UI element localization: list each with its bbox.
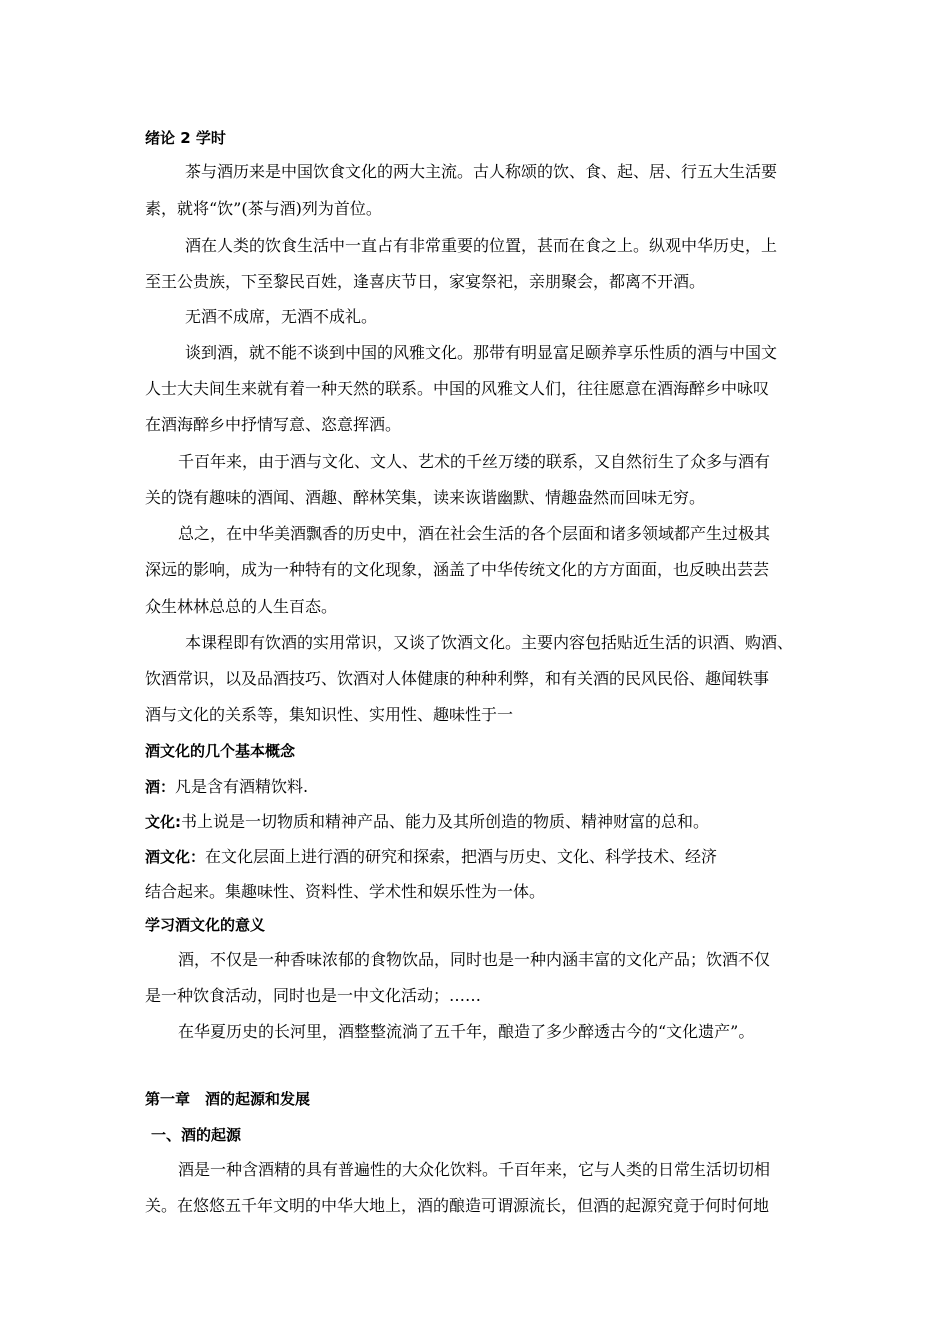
definition-wine-culture-line-2: 结合起来。集趣味性、资料性、学术性和娱乐性为一体。 [145,882,546,901]
intro-paragraph-4-line-3: 在酒海醉乡中抒情写意、恣意挥洒。 [145,415,402,434]
intro-paragraph-4: 谈到酒，就不能不谈到中国的风雅文化。那带有明显富足颐养享乐性质的酒与中国文 [185,343,778,362]
intro-paragraph-5-line-2: 关的饶有趣味的酒闻、酒趣、醉林笑集，读来诙谐幽默、情趣盎然而回味无穷。 [145,488,706,507]
definition-wine [145,777,308,797]
meaning-paragraph-1-line-2: 是一种饮食活动，同时也是一中文化活动；…… [145,986,482,1005]
meaning-heading: 学习酒文化的意义 [145,916,266,934]
definition-culture-text: 书上说是一切物质和精神产品、能力及其所创造的物质、精神财富的总和。 [181,812,710,831]
meaning-paragraph-2: 在华夏历史的长河里，酒整整流淌了五千年，酿造了多少醉透古今的“文化遗产”。 [178,1022,755,1041]
definition-wine-term: 酒： [145,778,176,796]
definition-culture [145,812,709,832]
intro-paragraph-6-line-3: 众生林林总总的人生百态。 [145,597,338,616]
intro-paragraph-5: 千百年来，由于酒与文化、文人、艺术的千丝万缕的联系，又自然衍生了众多与酒有 [178,452,771,471]
definition-wine-text: 凡是含有酒精饮料. [175,777,309,796]
intro-paragraph-7-line-3: 酒与文化的关系等，集知识性、实用性、趣味性于一 [145,705,514,724]
definition-culture-term: 文化: [145,813,181,831]
definition-wine-culture-term: 酒文化： [145,848,206,866]
intro-paragraph-4-line-2: 人士大夫间生来就有着一种天然的联系。中国的风雅文人们，往往愿意在酒海醉乡中咏叹 [145,379,770,398]
definition-wine-culture-text: 在文化层面上进行酒的研究和探索，把酒与历史、文化、科学技术、经济 [205,847,718,866]
chapter-1-heading: 第一章 酒的起源和发展 [145,1090,311,1108]
intro-paragraph-1: 茶与酒历来是中国饮食文化的两大主流。古人称颂的饮、食、起、居、行五大生活要 [185,162,778,181]
intro-paragraph-7-line-2: 饮酒常识，以及品酒技巧、饮酒对人体健康的种种利弊，和有关酒的民风民俗、趣闻轶事 [145,669,770,688]
intro-paragraph-3: 无酒不成席，无酒不成礼。 [185,307,378,326]
section-1-heading: 一、酒的起源 [151,1126,242,1144]
intro-paragraph-2: 酒在人类的饮食生活中一直占有非常重要的位置，甚而在食之上。纵观中华历史，上 [185,236,778,255]
intro-heading: 绪论 2 学时 [145,129,226,147]
concepts-heading: 酒文化的几个基本概念 [145,742,296,760]
intro-paragraph-2-line-2: 至王公贵族，下至黎民百姓，逢喜庆节日，家宴祭祀，亲朋聚会，都离不开酒。 [145,272,706,291]
meaning-paragraph-1: 酒，不仅是一种香味浓郁的食物饮品，同时也是一种内涵丰富的文化产品；饮酒不仅 [178,950,771,969]
intro-paragraph-6: 总之，在中华美酒飘香的历史中，酒在社会生活的各个层面和诸多领域都产生过极其 [178,524,771,543]
intro-paragraph-7: 本课程即有饮酒的实用常识，又谈了饮酒文化。主要内容包括贴近生活的识酒、购酒、 [185,633,794,652]
definition-wine-culture [145,847,717,867]
intro-paragraph-6-line-2: 深远的影响，成为一种特有的文化现象，涵盖了中华传统文化的方方面面，也反映出芸芸 [145,560,770,579]
section-1-paragraph-1: 酒是一种含酒精的具有普遍性的大众化饮料。千百年来，它与人类的日常生活切切相 [178,1160,771,1179]
section-1-paragraph-1-line-2: 关。在悠悠五千年文明的中华大地上，酒的酿造可谓源流长，但酒的起源究竟于何时何地 [145,1196,770,1215]
intro-paragraph-1-line-2: 素，就将“饮”(茶与酒)列为首位。 [145,199,382,218]
